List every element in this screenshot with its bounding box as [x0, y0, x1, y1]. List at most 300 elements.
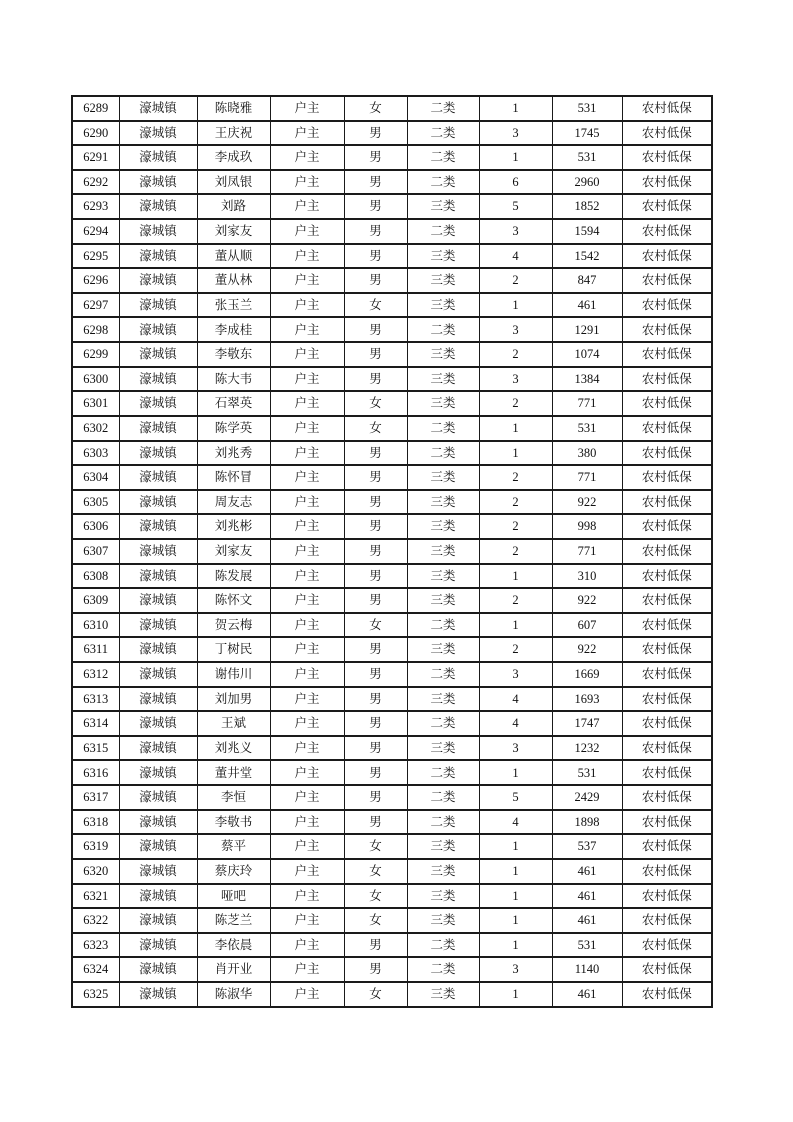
cell-name: 肖开业 [197, 957, 270, 982]
cell-amount: 1852 [552, 194, 622, 219]
table-row [72, 982, 712, 1007]
cell-welfare-type: 农村低保 [622, 244, 712, 269]
cell-category: 二类 [407, 317, 479, 342]
cell-gender: 男 [344, 539, 407, 564]
cell-serial-number: 6317 [72, 785, 119, 810]
cell-person-count: 4 [479, 810, 552, 835]
cell-person-count: 3 [479, 367, 552, 392]
cell-gender: 男 [344, 170, 407, 195]
table-row [72, 785, 712, 810]
cell-welfare-type: 农村低保 [622, 760, 712, 785]
cell-town: 濠城镇 [119, 514, 197, 539]
cell-relation: 户主 [270, 760, 344, 785]
cell-welfare-type: 农村低保 [622, 588, 712, 613]
cell-welfare-type: 农村低保 [622, 514, 712, 539]
cell-town: 濠城镇 [119, 736, 197, 761]
cell-gender: 男 [344, 367, 407, 392]
cell-relation: 户主 [270, 96, 344, 121]
cell-name: 谢伟川 [197, 662, 270, 687]
cell-name: 丁树民 [197, 637, 270, 662]
cell-welfare-type: 农村低保 [622, 613, 712, 638]
cell-relation: 户主 [270, 908, 344, 933]
cell-town: 濠城镇 [119, 317, 197, 342]
cell-category: 二类 [407, 121, 479, 146]
cell-relation: 户主 [270, 884, 344, 909]
table-row [72, 96, 712, 121]
cell-town: 濠城镇 [119, 637, 197, 662]
cell-name: 刘兆义 [197, 736, 270, 761]
cell-person-count: 1 [479, 145, 552, 170]
cell-gender: 女 [344, 908, 407, 933]
cell-welfare-type: 农村低保 [622, 342, 712, 367]
cell-gender: 女 [344, 96, 407, 121]
cell-gender: 男 [344, 810, 407, 835]
cell-town: 濠城镇 [119, 785, 197, 810]
cell-category: 三类 [407, 884, 479, 909]
cell-gender: 男 [344, 441, 407, 466]
table-row [72, 588, 712, 613]
cell-serial-number: 6307 [72, 539, 119, 564]
cell-serial-number: 6321 [72, 884, 119, 909]
cell-name: 李敬东 [197, 342, 270, 367]
cell-name: 董井堂 [197, 760, 270, 785]
cell-name: 陈晓雅 [197, 96, 270, 121]
cell-amount: 461 [552, 293, 622, 318]
cell-gender: 男 [344, 957, 407, 982]
cell-person-count: 1 [479, 982, 552, 1007]
cell-serial-number: 6300 [72, 367, 119, 392]
cell-town: 濠城镇 [119, 145, 197, 170]
cell-person-count: 2 [479, 391, 552, 416]
table-row [72, 637, 712, 662]
cell-relation: 户主 [270, 637, 344, 662]
cell-serial-number: 6295 [72, 244, 119, 269]
cell-person-count: 2 [479, 490, 552, 515]
cell-category: 三类 [407, 268, 479, 293]
cell-serial-number: 6325 [72, 982, 119, 1007]
cell-serial-number: 6294 [72, 219, 119, 244]
cell-amount: 531 [552, 145, 622, 170]
cell-person-count: 3 [479, 736, 552, 761]
cell-town: 濠城镇 [119, 810, 197, 835]
table-row [72, 219, 712, 244]
cell-gender: 男 [344, 219, 407, 244]
cell-person-count: 1 [479, 293, 552, 318]
cell-gender: 女 [344, 982, 407, 1007]
cell-person-count: 1 [479, 564, 552, 589]
cell-serial-number: 6303 [72, 441, 119, 466]
cell-serial-number: 6323 [72, 933, 119, 958]
cell-serial-number: 6306 [72, 514, 119, 539]
cell-person-count: 1 [479, 908, 552, 933]
cell-serial-number: 6296 [72, 268, 119, 293]
cell-person-count: 1 [479, 933, 552, 958]
cell-amount: 922 [552, 490, 622, 515]
cell-town: 濠城镇 [119, 564, 197, 589]
table-row [72, 441, 712, 466]
cell-gender: 女 [344, 834, 407, 859]
cell-amount: 2960 [552, 170, 622, 195]
cell-amount: 1898 [552, 810, 622, 835]
cell-welfare-type: 农村低保 [622, 145, 712, 170]
table-row [72, 662, 712, 687]
cell-serial-number: 6304 [72, 465, 119, 490]
cell-welfare-type: 农村低保 [622, 957, 712, 982]
cell-welfare-type: 农村低保 [622, 810, 712, 835]
cell-person-count: 1 [479, 760, 552, 785]
cell-welfare-type: 农村低保 [622, 490, 712, 515]
cell-serial-number: 6292 [72, 170, 119, 195]
table-row [72, 859, 712, 884]
cell-gender: 女 [344, 613, 407, 638]
cell-amount: 310 [552, 564, 622, 589]
cell-name: 陈发展 [197, 564, 270, 589]
cell-amount: 531 [552, 96, 622, 121]
cell-name: 贺云梅 [197, 613, 270, 638]
cell-category: 二类 [407, 416, 479, 441]
cell-category: 三类 [407, 908, 479, 933]
cell-relation: 户主 [270, 441, 344, 466]
cell-relation: 户主 [270, 145, 344, 170]
cell-category: 三类 [407, 244, 479, 269]
cell-welfare-type: 农村低保 [622, 465, 712, 490]
cell-person-count: 4 [479, 687, 552, 712]
cell-amount: 847 [552, 268, 622, 293]
cell-town: 濠城镇 [119, 268, 197, 293]
cell-welfare-type: 农村低保 [622, 933, 712, 958]
cell-welfare-type: 农村低保 [622, 219, 712, 244]
cell-person-count: 3 [479, 317, 552, 342]
table-row [72, 687, 712, 712]
cell-name: 蔡庆玲 [197, 859, 270, 884]
cell-serial-number: 6313 [72, 687, 119, 712]
table-row [72, 244, 712, 269]
cell-category: 二类 [407, 441, 479, 466]
cell-person-count: 2 [479, 268, 552, 293]
cell-name: 李成玖 [197, 145, 270, 170]
cell-serial-number: 6312 [72, 662, 119, 687]
cell-serial-number: 6320 [72, 859, 119, 884]
cell-gender: 男 [344, 662, 407, 687]
cell-relation: 户主 [270, 490, 344, 515]
cell-town: 濠城镇 [119, 219, 197, 244]
cell-amount: 771 [552, 465, 622, 490]
cell-welfare-type: 农村低保 [622, 194, 712, 219]
cell-name: 刘兆彬 [197, 514, 270, 539]
cell-serial-number: 6309 [72, 588, 119, 613]
cell-welfare-type: 农村低保 [622, 884, 712, 909]
table-row [72, 884, 712, 909]
cell-welfare-type: 农村低保 [622, 736, 712, 761]
cell-town: 濠城镇 [119, 416, 197, 441]
cell-name: 刘家友 [197, 539, 270, 564]
cell-category: 三类 [407, 465, 479, 490]
cell-gender: 女 [344, 859, 407, 884]
cell-serial-number: 6301 [72, 391, 119, 416]
cell-serial-number: 6298 [72, 317, 119, 342]
table-row [72, 490, 712, 515]
cell-town: 濠城镇 [119, 441, 197, 466]
cell-person-count: 5 [479, 194, 552, 219]
cell-category: 二类 [407, 810, 479, 835]
cell-relation: 户主 [270, 121, 344, 146]
cell-person-count: 1 [479, 834, 552, 859]
cell-town: 濠城镇 [119, 96, 197, 121]
cell-category: 三类 [407, 564, 479, 589]
table-row [72, 145, 712, 170]
cell-person-count: 2 [479, 514, 552, 539]
cell-gender: 男 [344, 933, 407, 958]
cell-welfare-type: 农村低保 [622, 96, 712, 121]
cell-amount: 380 [552, 441, 622, 466]
cell-category: 二类 [407, 711, 479, 736]
cell-town: 濠城镇 [119, 957, 197, 982]
cell-name: 董从林 [197, 268, 270, 293]
cell-amount: 998 [552, 514, 622, 539]
cell-category: 二类 [407, 760, 479, 785]
cell-town: 濠城镇 [119, 613, 197, 638]
cell-relation: 户主 [270, 219, 344, 244]
cell-relation: 户主 [270, 834, 344, 859]
cell-gender: 男 [344, 760, 407, 785]
cell-relation: 户主 [270, 465, 344, 490]
cell-gender: 男 [344, 736, 407, 761]
cell-welfare-type: 农村低保 [622, 441, 712, 466]
table-row [72, 194, 712, 219]
cell-amount: 922 [552, 588, 622, 613]
cell-serial-number: 6311 [72, 637, 119, 662]
cell-amount: 531 [552, 416, 622, 441]
cell-town: 濠城镇 [119, 711, 197, 736]
welfare-roster-table [71, 95, 713, 1008]
cell-name: 陈学英 [197, 416, 270, 441]
cell-relation: 户主 [270, 810, 344, 835]
cell-serial-number: 6289 [72, 96, 119, 121]
cell-gender: 男 [344, 564, 407, 589]
cell-name: 李依晨 [197, 933, 270, 958]
cell-person-count: 5 [479, 785, 552, 810]
cell-name: 张玉兰 [197, 293, 270, 318]
cell-relation: 户主 [270, 268, 344, 293]
cell-person-count: 1 [479, 96, 552, 121]
table-row [72, 293, 712, 318]
cell-welfare-type: 农村低保 [622, 170, 712, 195]
cell-category: 三类 [407, 391, 479, 416]
cell-gender: 男 [344, 317, 407, 342]
table-row [72, 391, 712, 416]
cell-relation: 户主 [270, 982, 344, 1007]
cell-serial-number: 6305 [72, 490, 119, 515]
cell-name: 李敬书 [197, 810, 270, 835]
cell-name: 哑吧 [197, 884, 270, 909]
cell-name: 刘家友 [197, 219, 270, 244]
cell-town: 濠城镇 [119, 588, 197, 613]
cell-relation: 户主 [270, 539, 344, 564]
cell-name: 陈芝兰 [197, 908, 270, 933]
cell-welfare-type: 农村低保 [622, 834, 712, 859]
cell-person-count: 3 [479, 121, 552, 146]
cell-relation: 户主 [270, 367, 344, 392]
cell-amount: 607 [552, 613, 622, 638]
cell-relation: 户主 [270, 342, 344, 367]
cell-person-count: 1 [479, 613, 552, 638]
table-row [72, 613, 712, 638]
cell-name: 李恒 [197, 785, 270, 810]
cell-gender: 男 [344, 490, 407, 515]
cell-category: 三类 [407, 859, 479, 884]
cell-town: 濠城镇 [119, 367, 197, 392]
cell-town: 濠城镇 [119, 662, 197, 687]
cell-amount: 1693 [552, 687, 622, 712]
cell-serial-number: 6291 [72, 145, 119, 170]
cell-welfare-type: 农村低保 [622, 687, 712, 712]
cell-town: 濠城镇 [119, 908, 197, 933]
cell-town: 濠城镇 [119, 760, 197, 785]
cell-person-count: 1 [479, 859, 552, 884]
cell-relation: 户主 [270, 514, 344, 539]
cell-amount: 771 [552, 539, 622, 564]
cell-amount: 1542 [552, 244, 622, 269]
cell-relation: 户主 [270, 859, 344, 884]
cell-relation: 户主 [270, 244, 344, 269]
cell-category: 二类 [407, 96, 479, 121]
cell-town: 濠城镇 [119, 884, 197, 909]
cell-gender: 男 [344, 342, 407, 367]
cell-town: 濠城镇 [119, 859, 197, 884]
cell-serial-number: 6308 [72, 564, 119, 589]
cell-category: 二类 [407, 957, 479, 982]
cell-name: 周友志 [197, 490, 270, 515]
cell-gender: 女 [344, 391, 407, 416]
cell-amount: 461 [552, 982, 622, 1007]
table-row [72, 957, 712, 982]
cell-category: 三类 [407, 539, 479, 564]
cell-name: 王斌 [197, 711, 270, 736]
cell-person-count: 1 [479, 441, 552, 466]
cell-welfare-type: 农村低保 [622, 391, 712, 416]
cell-town: 濠城镇 [119, 342, 197, 367]
cell-name: 陈怀文 [197, 588, 270, 613]
cell-serial-number: 6293 [72, 194, 119, 219]
cell-serial-number: 6299 [72, 342, 119, 367]
cell-town: 濠城镇 [119, 293, 197, 318]
table-row [72, 760, 712, 785]
cell-amount: 1140 [552, 957, 622, 982]
cell-welfare-type: 农村低保 [622, 317, 712, 342]
cell-relation: 户主 [270, 194, 344, 219]
cell-town: 濠城镇 [119, 933, 197, 958]
cell-category: 二类 [407, 933, 479, 958]
cell-relation: 户主 [270, 416, 344, 441]
cell-name: 刘兆秀 [197, 441, 270, 466]
cell-name: 陈大韦 [197, 367, 270, 392]
table-row [72, 170, 712, 195]
table-row [72, 317, 712, 342]
cell-town: 濠城镇 [119, 244, 197, 269]
cell-gender: 男 [344, 711, 407, 736]
cell-relation: 户主 [270, 391, 344, 416]
cell-amount: 2429 [552, 785, 622, 810]
cell-relation: 户主 [270, 736, 344, 761]
cell-relation: 户主 [270, 564, 344, 589]
cell-amount: 531 [552, 933, 622, 958]
table-row [72, 514, 712, 539]
cell-welfare-type: 农村低保 [622, 416, 712, 441]
cell-name: 石翠英 [197, 391, 270, 416]
cell-amount: 537 [552, 834, 622, 859]
cell-welfare-type: 农村低保 [622, 908, 712, 933]
cell-welfare-type: 农村低保 [622, 539, 712, 564]
cell-relation: 户主 [270, 170, 344, 195]
table-row [72, 367, 712, 392]
cell-category: 三类 [407, 367, 479, 392]
cell-welfare-type: 农村低保 [622, 268, 712, 293]
cell-person-count: 6 [479, 170, 552, 195]
cell-category: 三类 [407, 342, 479, 367]
cell-category: 三类 [407, 982, 479, 1007]
table-row [72, 810, 712, 835]
cell-serial-number: 6314 [72, 711, 119, 736]
cell-person-count: 3 [479, 957, 552, 982]
cell-gender: 男 [344, 244, 407, 269]
cell-town: 濠城镇 [119, 539, 197, 564]
cell-gender: 男 [344, 687, 407, 712]
cell-person-count: 1 [479, 884, 552, 909]
cell-welfare-type: 农村低保 [622, 662, 712, 687]
cell-amount: 1232 [552, 736, 622, 761]
cell-name: 刘凤银 [197, 170, 270, 195]
cell-name: 陈淑华 [197, 982, 270, 1007]
cell-category: 三类 [407, 687, 479, 712]
table-row [72, 736, 712, 761]
cell-relation: 户主 [270, 785, 344, 810]
cell-amount: 1669 [552, 662, 622, 687]
cell-person-count: 3 [479, 662, 552, 687]
cell-gender: 女 [344, 884, 407, 909]
cell-gender: 女 [344, 293, 407, 318]
cell-category: 二类 [407, 145, 479, 170]
cell-gender: 男 [344, 145, 407, 170]
cell-person-count: 2 [479, 588, 552, 613]
cell-relation: 户主 [270, 588, 344, 613]
cell-gender: 男 [344, 588, 407, 613]
cell-amount: 461 [552, 908, 622, 933]
cell-welfare-type: 农村低保 [622, 785, 712, 810]
cell-person-count: 2 [479, 342, 552, 367]
cell-town: 濠城镇 [119, 490, 197, 515]
cell-welfare-type: 农村低保 [622, 982, 712, 1007]
cell-gender: 男 [344, 268, 407, 293]
cell-category: 三类 [407, 293, 479, 318]
cell-category: 二类 [407, 170, 479, 195]
cell-welfare-type: 农村低保 [622, 711, 712, 736]
table-row [72, 121, 712, 146]
table-row [72, 564, 712, 589]
table-row [72, 908, 712, 933]
cell-town: 濠城镇 [119, 391, 197, 416]
cell-relation: 户主 [270, 317, 344, 342]
cell-serial-number: 6322 [72, 908, 119, 933]
table-row [72, 933, 712, 958]
cell-amount: 1291 [552, 317, 622, 342]
table-body [72, 96, 712, 1007]
table-row [72, 342, 712, 367]
cell-town: 濠城镇 [119, 170, 197, 195]
cell-town: 濠城镇 [119, 465, 197, 490]
cell-amount: 1594 [552, 219, 622, 244]
cell-town: 濠城镇 [119, 687, 197, 712]
table-row [72, 711, 712, 736]
